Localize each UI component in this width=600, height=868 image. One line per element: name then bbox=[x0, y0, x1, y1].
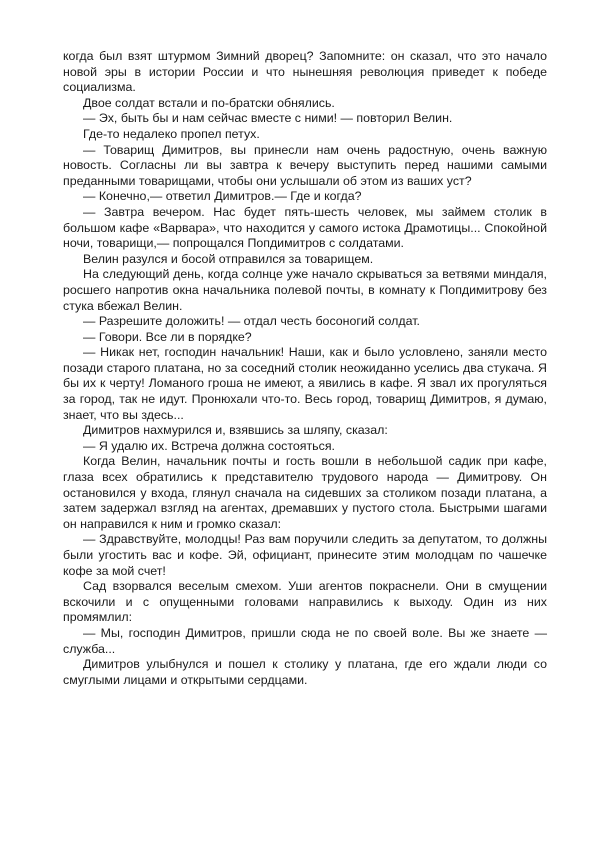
paragraph-6: — Конечно,— ответил Димитров.— Где и когда? bbox=[83, 189, 362, 204]
paragraph-7: — Завтра вечером. Нас будет пять-шесть человек, мы займем столик в большом кафе «Варвара», что находится у самого истока Драмотицы... Спокойной ночи, товарищи,— попрощался Попдимитров с солдатами. bbox=[63, 204, 547, 251]
paragraph-4: Где-то недалеко пропел петух. bbox=[83, 126, 260, 141]
paragraph-15: Когда Велин, начальник почты и гость вошли в небольшой садик при кафе, глаза всех обратились к представителю трудового народа — Димитрову. Он остановился у входа, глянул сначала на сидевших за столиком позади платана, а затем задержал взгляд на агентах, дремавших у пустого стола. Быстрыми шагами он направился к ним и громко сказал: bbox=[63, 454, 547, 531]
paragraph-10: — Разрешите доложить! — отдал честь босоногий солдат. bbox=[83, 314, 420, 329]
paragraph-18: — Мы, господин Димитров, пришли сюда не по своей воле. Вы же знаете — служба... bbox=[63, 625, 547, 656]
paragraph-19: Димитров улыбнулся и пошел к столику у платана, где его ждали люди со смуглыми лицами и открытыми сердцами. bbox=[63, 657, 547, 687]
paragraph-1: когда был взят штурмом Зимний дворец? Запомните: он сказал, что это начало новой эры в истории России и что нынешняя революция приведет к победе социализма. bbox=[63, 49, 547, 95]
paragraph-8: Велин разулся и босой отправился за товарищем. bbox=[83, 251, 374, 266]
paragraph-13: Димитров нахмурился и, взявшись за шляпу, сказал: bbox=[83, 423, 388, 438]
paragraph-11: — Говори. Все ли в порядке? bbox=[83, 329, 252, 344]
paragraph-17: Сад взорвался веселым смехом. Уши агентов покраснели. Они в смущении вскочили и с опущенными головами направились к выходу. Один из них промямлил: bbox=[63, 579, 547, 625]
paragraph-9: На следующий день, когда солнце уже начало скрываться за ветвями миндаля, росшего напротив окна начальника полевой почты, в комнату к Попдимитрову без стука вбежал Велин. bbox=[63, 267, 547, 313]
paragraph-14: — Я удалю их. Встреча должна состояться. bbox=[83, 438, 335, 453]
paragraph-3: — Эх, быть бы и нам сейчас вместе с ними! — повторил Велин. bbox=[83, 111, 453, 126]
paragraph-16: — Здравствуйте, молодцы! Раз вам поручили следить за депутатом, то должны были угостить вас и кофе. Эй, официант, принесите этим молодцам по чашечке кофе за мой счет! bbox=[63, 532, 547, 578]
paragraph-12: — Никак нет, господин начальник! Наши, как и было условлено, заняли место позади старого платана, но за соседний столик неожиданно уселись два стукача. Я бы их к черту! Ломаного гроша не имеют, а явились в кафе. Я звал их прогуляться за город, так не идут. Пронюхали что-то. Весь город, товарищ Димитров, я думаю, знает, что вы здесь... bbox=[63, 345, 547, 422]
page-text bbox=[63, 49, 547, 688]
paragraph-5: — Товарищ Димитров, вы принесли нам очень радостную, очень важную новость. Согласны ли вы завтра к вечеру выступить перед нашими самыми преданными товарищами, чтобы они услышали об этом из ваших уст? bbox=[63, 142, 547, 188]
paragraph-2: Двое солдат встали и по-братски обнялись. bbox=[83, 95, 335, 110]
